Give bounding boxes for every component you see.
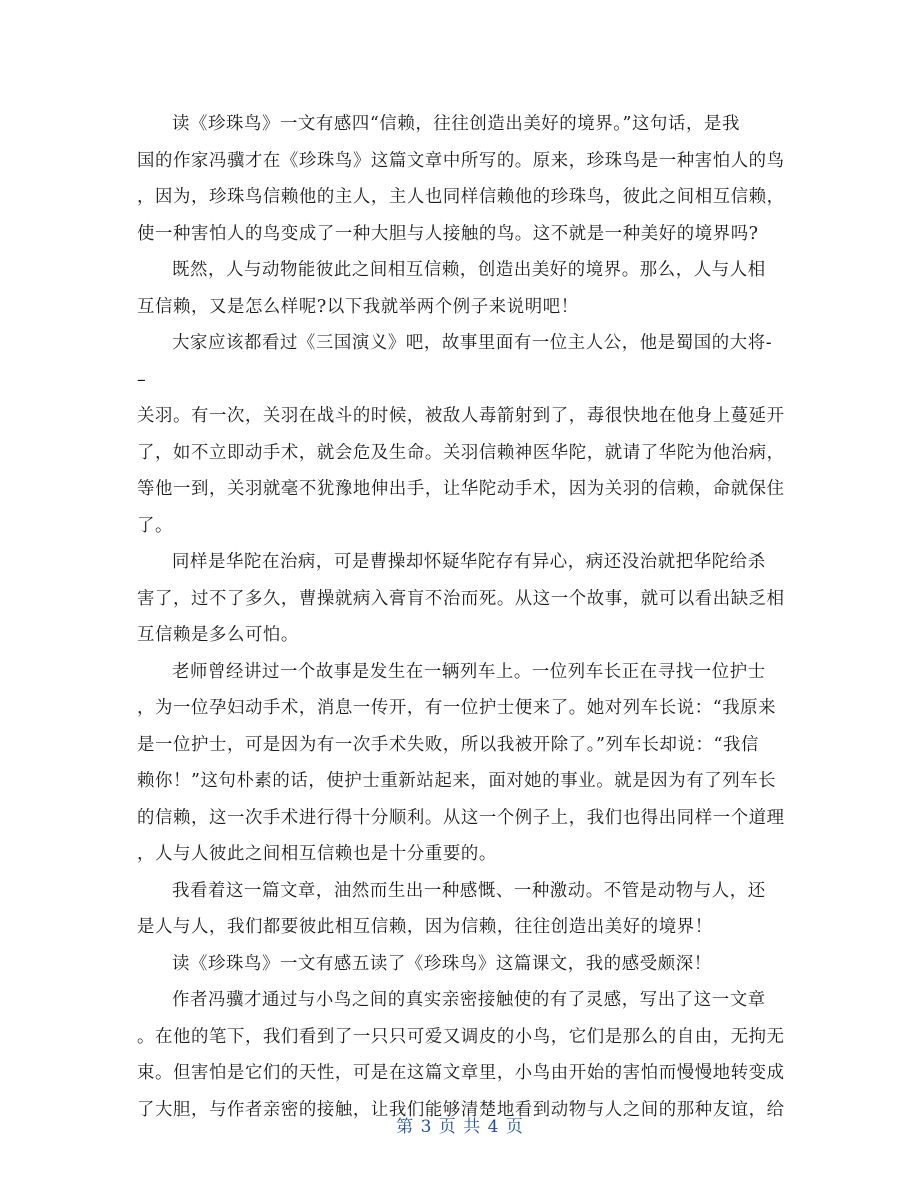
text-line: 等他一到，关羽就毫不犹豫地伸出手，让华陀动手术，因为关羽的信赖，命就保住 <box>137 479 785 499</box>
text-line: 既然，人与动物能彼此之间相互信赖，创造出美好的境界。那么，人与人相 <box>172 260 766 280</box>
text-line: ，因为，珍珠鸟信赖他的主人，主人也同样信赖他的珍珠鸟，彼此之间相互信赖， <box>137 187 785 207</box>
text-line: 了。 <box>137 515 173 536</box>
text-line: 作者冯骥才通过与小鸟之间的真实亲密接触使的有了灵感，写出了这一文章 <box>172 990 766 1010</box>
text-line: – <box>137 369 147 390</box>
text-line: ，人与人彼此之间相互信赖也是十分重要的。 <box>137 844 497 864</box>
text-line: 害了，过不了多久，曹操就病入膏肓不治而死。从这一个故事，就可以看出缺乏相 <box>137 588 785 609</box>
text-line: 我看着这一篇文章，油然而生出一种感慨、一种激动。不管是动物与人，还 <box>172 880 766 901</box>
text-line: 了，如不立即动手术，就会危及生命。关羽信赖神医华陀，就请了华陀为他治病， <box>137 442 785 463</box>
text-line: 的信赖，这一次手术进行得十分顺利。从这一个例子上，我们也得出同样一个道理 <box>137 807 785 828</box>
text-line: 是人与人，我们都要彼此相互信赖，因为信赖，往往创造出美好的境界！ <box>137 917 713 937</box>
text-line: 使一种害怕人的鸟变成了一种大胆与人接触的鸟。这不就是一种美好的境界吗? <box>137 223 759 244</box>
text-line: 。在他的笔下，我们看到了一只只可爱又调皮的小鸟，它们是那么的自由，无拘无 <box>137 1026 785 1047</box>
text-line: ，为一位孕妇动手术，消息一传开，有一位护士便来了。她对列车长说：“我原来 <box>137 698 777 718</box>
text-line: 关羽。有一次，关羽在战斗的时候，被敌人毒箭射到了，毒很快地在他身上蔓延开 <box>137 406 785 426</box>
page-footer: 第 3 页 共 4 页 <box>396 1117 524 1137</box>
text-line: 大家应该都看过《三国演义》吧，故事里面有一位主人公，他是蜀国的大将- <box>172 333 773 353</box>
text-line: 了大胆，与作者亲密的接触，让我们能够清楚地看到动物与人之间的那种友谊，给 <box>137 1099 785 1120</box>
text-line: 国的作家冯骥才在《珍珠鸟》这篇文章中所写的。原来，珍珠鸟是一种害怕人的鸟 <box>137 150 785 171</box>
document-body <box>137 106 785 1128</box>
text-line: 读《珍珠鸟》一文有感五读了《珍珠鸟》这篇课文，我的感受颇深！ <box>172 953 712 974</box>
text-line: 赖你！”这句朴素的话，使护士重新站起来，面对她的事业。就是因为有了列车长 <box>137 771 777 791</box>
text-line: 读《珍珠鸟》一文有感四“信赖，往往创造出美好的境界。”这句话，是我 <box>172 114 740 134</box>
text-line: 互信赖是多么可怕。 <box>137 625 299 645</box>
text-line: 束。但害怕是它们的天性，可是在这篇文章里，小鸟由开始的害怕而慢慢地转变成 <box>137 1063 785 1083</box>
text-line: 是一位护士，可是因为有一次手术失败，所以我被开除了。”列车长却说：“我信 <box>137 734 759 755</box>
text-line: 老师曾经讲过一个故事是发生在一辆列车上。一位列车长正在寻找一位护士 <box>172 661 766 682</box>
text-line: 互信赖，又是怎么样呢?以下我就举两个例子来说明吧！ <box>137 296 579 317</box>
text-line: 同样是华陀在治病，可是曹操却怀疑华陀存有异心，病还没治就把华陀给杀 <box>172 552 766 572</box>
